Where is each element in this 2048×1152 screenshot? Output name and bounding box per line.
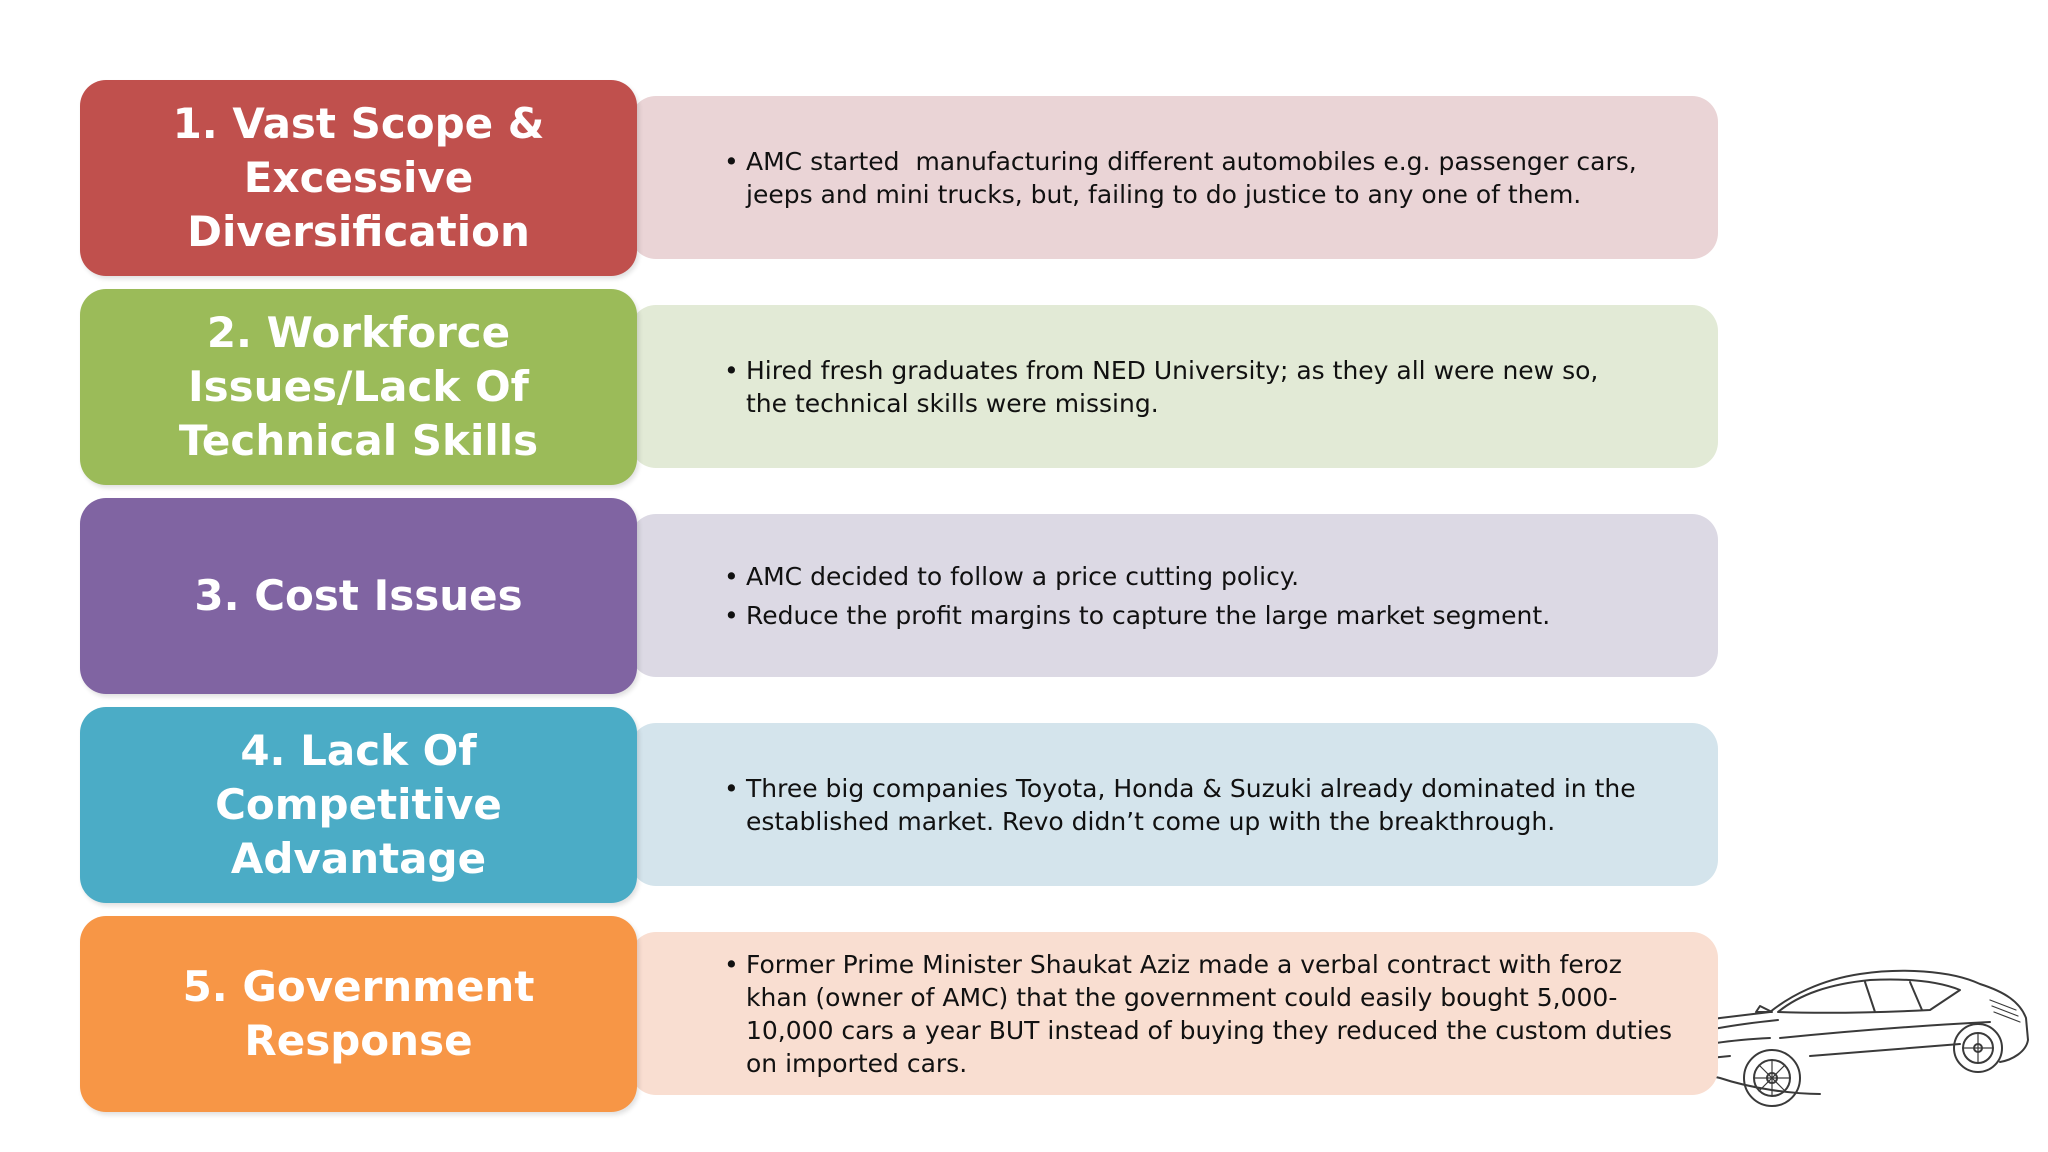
row-4 [80, 707, 1644, 903]
row-5 [80, 916, 1681, 1112]
row-description [630, 305, 1718, 468]
bullet-text: AMC decided to follow a price cutting policy. [746, 561, 1300, 591]
row-description [630, 514, 1718, 677]
row-2 [80, 289, 1640, 485]
row-title: 3. Cost Issues [80, 498, 637, 694]
bullet-text: Hired fresh graduates from NED University; as they all were new so, the technical skills were missing. [746, 355, 1607, 418]
row-title: 4. Lack Of Competitive Advantage [80, 707, 637, 903]
bullet-item [726, 599, 1678, 632]
row-3 [80, 498, 1640, 694]
row-title: 1. Vast Scope & Excessive Diversification [80, 80, 637, 276]
bullet-text: Three big companies Toyota, Honda & Suzuki already dominated in the established market. Revo didn’t come up with the breakthrough. [746, 773, 1644, 836]
bullet-text: Reduce the profit margins to capture the large market segment. [746, 600, 1551, 630]
bullet-item [726, 772, 1644, 838]
bullet-item [726, 948, 1690, 1080]
bullet-text: Former Prime Minister Shaukat Aziz made a verbal contract with feroz khan (owner of AMC) that the government could easily bought 5,000-10,000 cars a year BUT instead of buying they reduced the custom duties on imported cars. [746, 949, 1681, 1078]
row-title: 2. Workforce Issues/Lack Of Technical Skills [80, 289, 637, 485]
row-description [630, 932, 1718, 1095]
row-1 [80, 80, 1645, 276]
bullet-item [726, 560, 1678, 593]
bullet-item [726, 354, 1638, 420]
bullet-item [726, 145, 1678, 211]
row-title: 5. Government Response [80, 916, 637, 1112]
row-description [630, 723, 1718, 886]
row-description [630, 96, 1718, 259]
bullet-text: AMC started manufacturing different automobiles e.g. passenger cars, jeeps and mini trucks, but, failing to do justice to any one of them. [746, 146, 1645, 209]
